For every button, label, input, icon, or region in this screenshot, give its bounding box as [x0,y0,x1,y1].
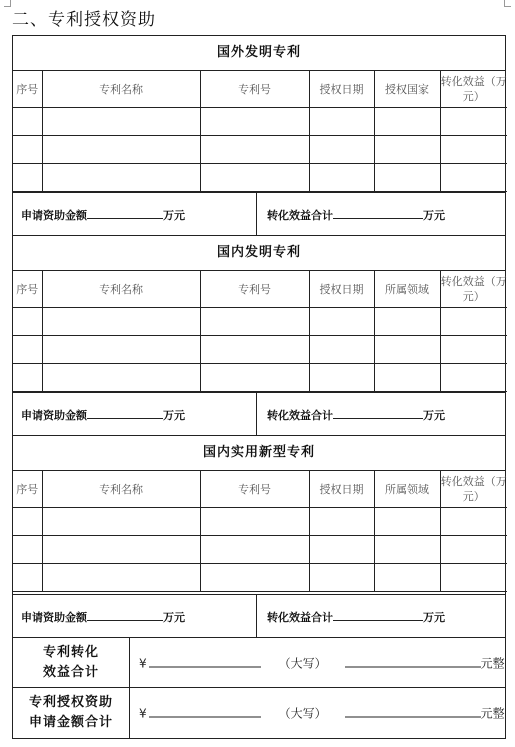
cell[interactable] [13,364,42,392]
col-header-country: 授权国家 [374,71,440,108]
amount-row [13,594,505,638]
col-header-name: 专利名称 [42,271,200,308]
cell[interactable] [374,336,440,364]
section-domestic-invention [13,236,505,392]
currency-symbol: ¥ [139,706,147,721]
col-header-number: 专利号 [200,471,309,508]
table-row [13,336,507,364]
cell[interactable] [13,308,42,336]
table-row [13,508,507,536]
benefit-total-caption: 专利转化 效益合计 [13,638,130,687]
apply-amount-label: 申请资助金额 [21,409,87,422]
cell[interactable] [374,136,440,164]
cell[interactable] [42,364,200,392]
col-header-index: 序号 [13,71,42,108]
blank-line[interactable] [87,406,163,419]
cell[interactable] [309,108,374,136]
cell[interactable] [440,536,507,564]
capital-note: （大写） [278,706,327,721]
cell[interactable] [42,336,200,364]
table-row [13,136,507,164]
blank-line[interactable] [87,608,163,621]
cell[interactable] [200,108,309,136]
cell[interactable] [13,336,42,364]
yuan-suffix: 元整 [480,656,505,670]
col-header-date: 授权日期 [309,471,374,508]
blank-line[interactable] [345,654,481,667]
cell[interactable] [42,164,200,192]
section-title: 国内发明专利 [13,236,505,271]
table-row [13,564,507,592]
amount-row [13,192,505,236]
cell[interactable] [200,164,309,192]
cell[interactable] [13,536,42,564]
cell[interactable] [440,564,507,592]
cell[interactable] [309,536,374,564]
col-header-number: 专利号 [200,271,309,308]
capital-note: （大写） [278,656,327,670]
apply-amount-label: 申请资助金额 [21,611,87,624]
cell[interactable] [440,336,507,364]
cell[interactable] [440,136,507,164]
table-header-row [13,71,507,108]
benefit-total-label: 转化效益合计 [267,611,333,624]
col-header-benefit: 转化效益（万元） [440,71,507,108]
cell[interactable] [13,508,42,536]
cell[interactable] [309,308,374,336]
table-row [13,164,507,192]
yuan-suffix: 元整 [480,706,505,721]
cell[interactable] [200,336,309,364]
cell[interactable] [42,536,200,564]
cell[interactable] [42,508,200,536]
currency-symbol: ¥ [139,656,147,670]
section-domestic-utility-model [13,436,505,596]
crop-mark-left [4,0,11,7]
col-header-index: 序号 [13,271,42,308]
benefit-total-label: 转化效益合计 [267,409,333,422]
section-title: 国外发明专利 [13,36,505,71]
cell[interactable] [309,564,374,592]
cell[interactable] [200,364,309,392]
page-title: 二、专利授权资助 [12,10,156,30]
unit-label: 万元 [163,209,185,222]
blank-line[interactable] [333,608,423,621]
unit-label: 万元 [163,611,185,624]
cell[interactable] [309,164,374,192]
cell[interactable] [374,564,440,592]
unit-label: 万元 [423,209,445,222]
col-header-benefit: 转化效益（万元） [440,271,507,308]
col-header-name: 专利名称 [42,71,200,108]
col-header-name: 专利名称 [42,471,200,508]
cell[interactable] [42,564,200,592]
benefit-total-input[interactable] [139,654,505,671]
cell[interactable] [440,108,507,136]
cell[interactable] [374,164,440,192]
divider [256,393,257,435]
cell[interactable] [440,364,507,392]
table-row [13,308,507,336]
unit-label: 万元 [423,409,445,422]
cell[interactable] [13,564,42,592]
unit-label: 万元 [423,611,445,624]
table-header-row [13,471,507,508]
table-row [13,536,507,564]
cell[interactable] [440,508,507,536]
blank-line[interactable] [333,406,423,419]
cell[interactable] [374,108,440,136]
benefit-total-field[interactable] [267,406,445,424]
cell[interactable] [374,536,440,564]
cell[interactable] [309,364,374,392]
blank-line[interactable] [149,654,261,667]
col-header-field: 所属领域 [374,471,440,508]
benefit-total-label: 转化效益合计 [267,209,333,222]
cell[interactable] [200,136,309,164]
crop-mark-right [504,0,511,7]
section-title: 国内实用新型专利 [13,436,505,471]
table-header-row [13,271,507,308]
funding-total-input[interactable] [139,705,505,722]
patent-table [13,471,507,592]
cell[interactable] [200,508,309,536]
benefit-total-row [13,638,505,688]
cell[interactable] [200,308,309,336]
col-header-number: 专利号 [200,71,309,108]
unit-label: 万元 [163,409,185,422]
patent-table [13,71,507,192]
cell[interactable] [13,136,42,164]
table-row [13,108,507,136]
blank-line[interactable] [149,705,261,718]
cell[interactable] [374,364,440,392]
cell[interactable] [42,108,200,136]
col-header-date: 授权日期 [309,271,374,308]
apply-amount-field[interactable] [21,206,185,224]
cell[interactable] [309,136,374,164]
cell[interactable] [42,136,200,164]
cell[interactable] [374,508,440,536]
cell[interactable] [200,564,309,592]
amount-row [13,392,505,436]
apply-amount-label: 申请资助金额 [21,209,87,222]
cell[interactable] [309,508,374,536]
table-row [13,364,507,392]
benefit-total-field[interactable] [267,206,445,224]
patent-funding-form [12,35,506,739]
apply-amount-field[interactable] [21,406,185,424]
funding-total-caption: 专利授权资助 申请金额合计 [13,688,130,738]
cell[interactable] [13,108,42,136]
cell[interactable] [440,308,507,336]
cell[interactable] [13,164,42,192]
divider [256,595,257,637]
blank-line[interactable] [333,206,423,219]
cell[interactable] [440,164,507,192]
blank-line[interactable] [87,206,163,219]
divider [256,193,257,235]
benefit-total-field[interactable] [267,608,445,626]
patent-table [13,271,507,392]
cell[interactable] [309,336,374,364]
cell[interactable] [374,308,440,336]
funding-total-row [13,688,505,738]
col-header-index: 序号 [13,471,42,508]
apply-amount-field[interactable] [21,608,185,626]
cell[interactable] [42,308,200,336]
col-header-field: 所属领域 [374,271,440,308]
blank-line[interactable] [345,705,481,718]
col-header-date: 授权日期 [309,71,374,108]
cell[interactable] [200,536,309,564]
col-header-benefit: 转化效益（万元） [440,471,507,508]
